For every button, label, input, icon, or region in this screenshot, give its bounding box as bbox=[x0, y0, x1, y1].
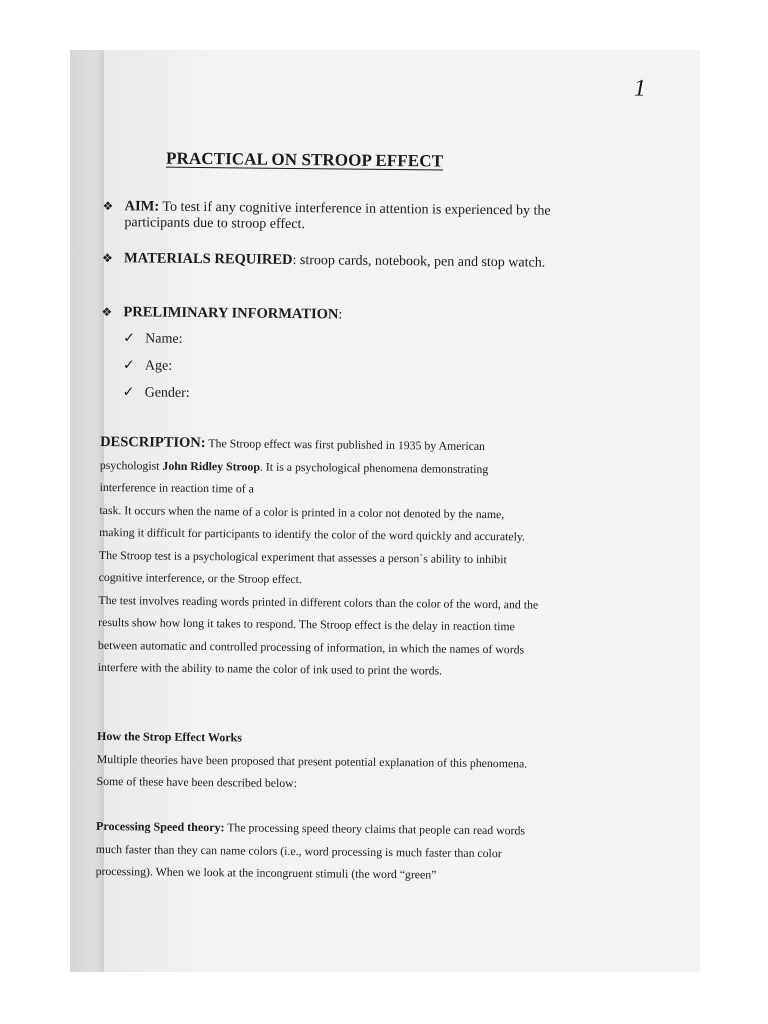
preliminary-suffix: : bbox=[338, 307, 343, 323]
processing-speed-text: The processing speed theory claims that people can read words much faster than they can name colors (i.e., word processing is much faster than color processing). When we look at the incongruent stimuli (the word “green” bbox=[95, 820, 526, 882]
checkmark-icon: ✓ bbox=[123, 331, 135, 347]
diamond-bullet-icon: ❖ bbox=[101, 304, 113, 320]
checklist-label: Name: bbox=[145, 331, 183, 347]
description-text-1: The Stroop effect was first published in 1935 by American psychologist bbox=[99, 436, 486, 473]
checklist-item-name bbox=[123, 330, 183, 348]
materials-text: : stroop cards, notebook, pen and stop watch. bbox=[292, 252, 546, 271]
description-text-2: . It is a psychological phenomena demonstrating interference in reaction time of a bbox=[99, 459, 489, 496]
description-name: John Ridley Stroop bbox=[162, 458, 261, 474]
how-it-works-section bbox=[96, 725, 537, 797]
page-title: PRACTICAL ON STROOP EFFECT bbox=[165, 148, 444, 171]
preliminary-label: PRELIMINARY INFORMATION bbox=[123, 304, 339, 323]
processing-speed-section bbox=[95, 815, 536, 887]
aim-item bbox=[102, 198, 572, 236]
diamond-bullet-icon: ❖ bbox=[101, 250, 113, 266]
checklist-item-gender bbox=[123, 384, 190, 402]
description-label: DESCRIPTION: bbox=[100, 433, 206, 452]
diamond-bullet-icon: ❖ bbox=[102, 198, 114, 214]
description-text-3: task. It occurs when the name of a color is printed in a color not denoted by the name, making it difficult for participants to identify the color of the word quickly and accurately. The Stroop test is a psychological experiment that assesses a person`s ability to inhibit cognitive interference, or the Stroop effect. bbox=[98, 502, 526, 587]
processing-speed-label: Processing Speed theory: bbox=[96, 818, 225, 835]
aim-label: AIM: bbox=[124, 198, 160, 215]
page-number: 1 bbox=[633, 75, 646, 102]
checklist-item-age bbox=[123, 357, 172, 375]
how-it-works-text: Multiple theories have been proposed that present potential explanation of this phenomena. Some of these have been described below: bbox=[96, 751, 528, 791]
checkmark-icon: ✓ bbox=[122, 358, 135, 374]
description-paragraph bbox=[98, 431, 541, 683]
section-heading: How the Strop Effect Works bbox=[96, 728, 242, 745]
checkmark-icon: ✓ bbox=[122, 385, 135, 401]
materials-label: MATERIALS REQUIRED bbox=[123, 250, 293, 268]
checklist-label: Gender: bbox=[144, 385, 190, 401]
checklist-label: Age: bbox=[144, 358, 173, 374]
aim-text: To test if any cognitive interference in attention is experienced by the participants due to stroop effect. bbox=[124, 199, 551, 233]
description-text-4: The test involves reading words printed in different colors than the color of the word, and the results show how long it takes to respond. The Stroop effect is the delay in reaction time between automatic and controlled processing of information, in which the names of words interfere with the ability to name the color of ink used to print the words. bbox=[97, 592, 539, 678]
